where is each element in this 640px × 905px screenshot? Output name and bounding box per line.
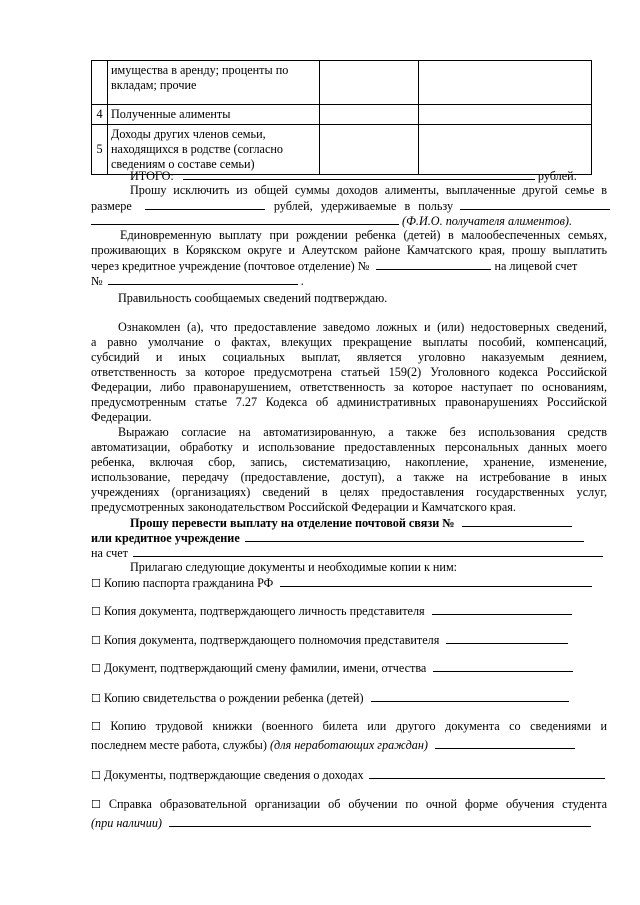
- credit-institution-label: через кредитное учреждение (почтовое отделение) №: [91, 259, 370, 273]
- doc-field[interactable]: [280, 575, 592, 587]
- table-row: [92, 105, 592, 125]
- table-row: [92, 61, 592, 105]
- doc-field[interactable]: [432, 603, 572, 615]
- doc-item-study-certificate: [91, 797, 607, 812]
- doc-label: Копию паспорта гражданина РФ: [103, 576, 274, 590]
- alimony-recipient-caption: (Ф.И.О. получателя алиментов).: [402, 214, 573, 228]
- transfer-credit-line: [91, 530, 607, 546]
- alimony-amount-line: [91, 198, 607, 214]
- transfer-post-label: Прошу перевести выплату на отделение почтовой связи №: [130, 516, 455, 530]
- doc-label: Копия документа, подтверждающего полномочия представителя: [103, 633, 440, 647]
- checkbox-icon[interactable]: ☐: [91, 769, 101, 782]
- consent-text: учреждениях (организациях) сведений в целях предоставления государственных услуг,: [91, 485, 607, 499]
- doc-label: Копия документа, подтверждающего личность представителя: [103, 604, 425, 618]
- checkbox-icon[interactable]: ☐: [91, 577, 101, 590]
- doc-item-income: [91, 767, 607, 783]
- amount-cell[interactable]: [320, 105, 419, 125]
- checkbox-icon[interactable]: ☐: [91, 662, 101, 675]
- transfer-account-line: [91, 545, 607, 561]
- row-number: 4: [92, 105, 108, 125]
- alimony-size-label: размере: [91, 199, 132, 213]
- doc-item-representative-id: [91, 603, 607, 619]
- alimony-recipient-field[interactable]: [460, 198, 610, 210]
- confirm-text: Правильность сообщаемых сведений подтверждаю.: [118, 291, 388, 305]
- ack-text: субсидий и иных социальных выплат, является уголовно наказуемым деянием,: [91, 350, 607, 364]
- doc-label: Копию трудовой книжки (военного билета или другого документа со сведениями и: [110, 719, 607, 733]
- income-table: [91, 60, 592, 175]
- ack-text: Ознакомлен (а), что предоставление заведомо ложных и (или) недостоверных сведений,: [118, 320, 607, 334]
- amount-cell[interactable]: [320, 125, 419, 175]
- doc-label: Документ, подтверждающий смену фамилии, имени, отчества: [103, 661, 427, 675]
- alimony-retained-label: рублей, удерживаемые в пользу: [273, 199, 454, 213]
- table-row: [92, 125, 592, 175]
- doc-field[interactable]: [169, 815, 591, 827]
- doc-note: (для неработающих граждан): [269, 738, 428, 752]
- row-number: 5: [92, 125, 108, 175]
- doc-item-work-book: [91, 719, 607, 734]
- account-label: на лицевой счет: [494, 259, 578, 273]
- period: .: [300, 274, 304, 288]
- alimony-recipient-line: [91, 213, 607, 229]
- alimony-recipient-name-field[interactable]: [91, 213, 399, 225]
- row-description: имущества в аренду; проценты по вкладам; прочие: [108, 61, 320, 105]
- doc-item-work-book-cont: [91, 737, 607, 753]
- credit-institution-number-field[interactable]: [376, 258, 491, 270]
- account-number-line: [91, 273, 607, 289]
- total-suffix: рублей.: [537, 169, 577, 183]
- checkbox-icon[interactable]: ☐: [91, 798, 101, 811]
- ack-text: Федерации, либо правонарушением, ответственность за которое наступает по основаниям,: [91, 380, 607, 394]
- credit-institution-field[interactable]: [245, 530, 584, 542]
- doc-label: последнем месте работа, службы): [91, 738, 267, 752]
- doc-item-passport: [91, 575, 607, 591]
- row-number: [92, 61, 108, 105]
- doc-note: (при наличии): [91, 816, 162, 830]
- transfer-post-line: [130, 515, 640, 531]
- alimony-amount-field[interactable]: [145, 198, 265, 210]
- checkbox-icon[interactable]: ☐: [91, 605, 101, 618]
- credit-institution-label: или кредитное учреждение: [91, 531, 240, 545]
- total-field[interactable]: [183, 168, 535, 180]
- doc-label: Копию свидетельства о рождении ребенка (детей): [103, 691, 364, 705]
- ack-text: Федерации.: [91, 410, 152, 424]
- doc-field[interactable]: [446, 632, 568, 644]
- checkbox-icon[interactable]: ☐: [91, 692, 101, 705]
- doc-field[interactable]: [433, 660, 573, 672]
- doc-item-birth-certificate: [91, 690, 607, 706]
- consent-text: использование, передачу (предоставление, доступ), а также на истребование в иных: [91, 470, 607, 484]
- row-description: Доходы других членов семьи, находящихся в родстве (согласно сведениям о составе семьи): [108, 125, 320, 175]
- account-number-field[interactable]: [108, 273, 298, 285]
- doc-item-representative-authority: [91, 632, 607, 648]
- lump-sum-text: Единовременную выплату при рождении ребенка (детей) в малообеспеченных семьях,: [120, 228, 607, 242]
- ack-text: предусмотренным статье 7.27 Кодекса об административных правонарушениях Российской: [91, 395, 607, 409]
- row-description: Полученные алименты: [108, 105, 320, 125]
- number-sign: №: [91, 274, 103, 288]
- doc-label: Справка образовательной организации об обучении по очной форме обучения студента: [108, 797, 608, 811]
- doc-field[interactable]: [371, 690, 569, 702]
- doc-field[interactable]: [435, 737, 575, 749]
- post-office-number-field[interactable]: [462, 515, 572, 527]
- ack-text: а равно умолчание о фактах, влекущих прекращение выплаты пособий, компенсаций,: [91, 335, 607, 349]
- amount-cell[interactable]: [419, 105, 592, 125]
- checkbox-icon[interactable]: ☐: [91, 634, 101, 647]
- consent-text: предусмотренных законодательством Российской Федерации и Камчатского края.: [91, 500, 516, 514]
- lump-sum-account-line: [91, 258, 607, 274]
- amount-cell[interactable]: [320, 61, 419, 105]
- doc-field[interactable]: [369, 767, 605, 779]
- alimony-text: Прошу исключить из общей суммы доходов алименты, выплаченные другой семье в: [130, 183, 607, 197]
- consent-text: ребенка, включая сбор, запись, систематизацию, накопление, хранение, изменение,: [91, 455, 607, 469]
- consent-text: автоматизации, обработку и использование предоставленных персональных данных моего: [91, 440, 607, 454]
- ack-text: ответственность за которое предусмотрена статьей 159(2) Уголовного кодекса Российской: [91, 365, 607, 379]
- account-label: на счет: [91, 546, 129, 560]
- doc-item-study-certificate-cont: [91, 815, 607, 831]
- doc-label: Документы, подтверждающие сведения о доходах: [103, 768, 364, 782]
- consent-text: Выражаю согласие на автоматизированную, а также без использования средств: [118, 425, 607, 439]
- amount-cell[interactable]: [419, 125, 592, 175]
- documents-intro: Прилагаю следующие документы и необходимые копии к ним:: [130, 560, 458, 574]
- lump-sum-text: проживающих в Корякском округе и Алеутском районе Камчатского края, прошу выплатить: [91, 243, 607, 257]
- transfer-account-field[interactable]: [133, 545, 603, 557]
- total-label: ИТОГО:: [130, 169, 174, 183]
- checkbox-icon[interactable]: ☐: [91, 720, 101, 733]
- doc-item-name-change: [91, 660, 607, 676]
- total-line: [130, 168, 607, 184]
- amount-cell[interactable]: [419, 61, 592, 105]
